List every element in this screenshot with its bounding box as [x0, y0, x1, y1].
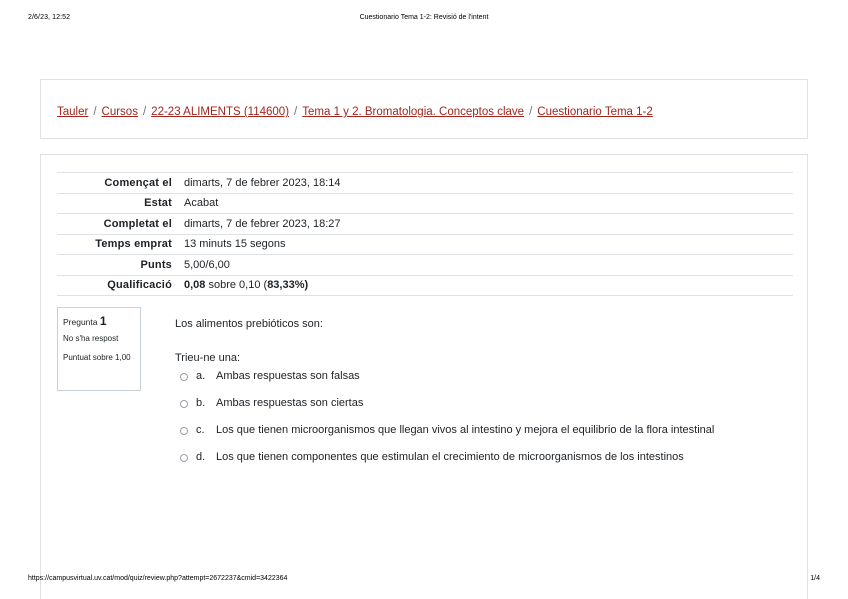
- summary-row-state: [57, 193, 793, 214]
- breadcrumb-link-quiz[interactable]: Cuestionario Tema 1-2: [537, 106, 653, 118]
- summary-row-grade: [57, 275, 793, 296]
- print-url: https://campusvirtual.uv.cat/mod/quiz/review.php?attempt=2672237&cmid=3422364: [28, 575, 288, 582]
- radio-button[interactable]: [180, 427, 188, 435]
- summary-label: Temps emprat: [95, 238, 172, 251]
- breadcrumb-link-cursos[interactable]: Cursos: [101, 106, 138, 118]
- answer-letter: d.: [196, 451, 206, 463]
- breadcrumb-separator: /: [294, 106, 298, 118]
- breadcrumb-separator: /: [142, 106, 147, 118]
- grade-suffix: %): [294, 279, 309, 292]
- answer-text: Los que tienen componentes que estimulan el crecimiento de microorganismos de los intestinos: [216, 451, 684, 463]
- summary-value: dimarts, 7 de febrer 2023, 18:14: [184, 176, 341, 189]
- answer-text: Ambas respuestas son falsas: [216, 370, 360, 382]
- question-number-value: 1: [99, 314, 107, 328]
- print-date: 2/6/23, 12:52: [28, 14, 71, 21]
- breadcrumb: [57, 106, 653, 118]
- question-text: Los alimentos prebióticos son:: [175, 318, 323, 330]
- grade-out-of: sobre 0,10 (: [205, 279, 268, 292]
- answer-option-d[interactable]: [180, 451, 714, 478]
- summary-label: Començat el: [104, 176, 172, 189]
- answer-letter: a.: [196, 370, 206, 382]
- answer-prompt: Trieu-ne una:: [175, 352, 241, 364]
- answer-letter: b.: [196, 397, 206, 409]
- summary-row-started: [57, 173, 793, 194]
- summary-label: Estat: [144, 197, 172, 210]
- question-state: No s'ha respost: [63, 334, 119, 343]
- summary-value: Acabat: [184, 197, 219, 210]
- answer-letter: c.: [196, 424, 205, 436]
- breadcrumb-link-section[interactable]: Tema 1 y 2. Bromatologia. Conceptos clave: [302, 106, 525, 118]
- print-page-number: 1/4: [810, 575, 820, 582]
- answer-option-b[interactable]: [180, 397, 714, 424]
- attempt-summary-table: [57, 172, 793, 296]
- breadcrumb-card: [40, 79, 808, 139]
- summary-label: Punts: [140, 258, 172, 271]
- answer-option-a[interactable]: [180, 370, 714, 397]
- answer-option-c[interactable]: [180, 424, 714, 451]
- summary-row-time-taken: [57, 234, 793, 255]
- summary-value: 13 minuts 15 segons: [184, 238, 286, 251]
- breadcrumb-link-course[interactable]: 22-23 ALIMENTS (114600): [151, 106, 290, 118]
- summary-label: Completat el: [103, 217, 172, 230]
- summary-grade-value: [179, 275, 793, 296]
- print-title: Cuestionario Tema 1-2: Revisió de l'intent: [359, 14, 489, 21]
- answer-text: Ambas respuestas son ciertas: [216, 397, 364, 409]
- breadcrumb-separator: /: [529, 106, 533, 118]
- answer-text: Los que tienen microorganismos que llegan vivos al intestino y mejora el equilibrio de la flora intestinal: [216, 424, 715, 436]
- summary-row-completed: [57, 214, 793, 235]
- grade-score: 0,08: [184, 279, 206, 292]
- breadcrumb-link-tauler[interactable]: Tauler: [57, 106, 89, 118]
- radio-button[interactable]: [180, 373, 188, 381]
- question-info-box: [57, 307, 141, 391]
- summary-value: 5,00/6,00: [184, 258, 230, 271]
- radio-button[interactable]: [180, 454, 188, 462]
- answer-options: [180, 370, 714, 478]
- grade-percent: 83,33: [267, 279, 295, 292]
- breadcrumb-separator: /: [93, 106, 97, 118]
- question-number: [63, 314, 135, 328]
- quiz-review-card: [40, 154, 808, 599]
- summary-row-marks: [57, 255, 793, 276]
- radio-button[interactable]: [180, 400, 188, 408]
- summary-value: dimarts, 7 de febrer 2023, 18:27: [184, 217, 341, 230]
- question-number-label: Pregunta: [63, 317, 98, 327]
- summary-label: Qualificació: [107, 279, 172, 292]
- question-grade: Puntuat sobre 1,00: [63, 353, 131, 362]
